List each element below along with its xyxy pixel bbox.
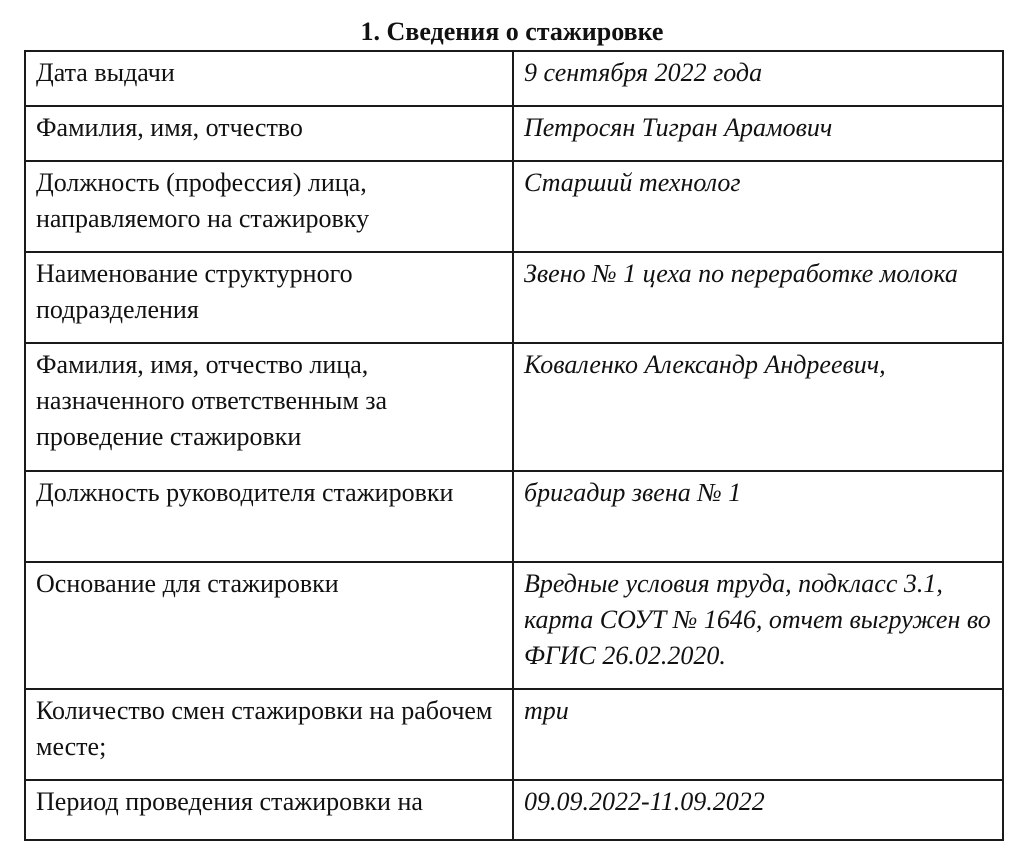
row-label: Фамилия, имя, отчество bbox=[25, 106, 513, 161]
row-value: Вредные условия труда, подкласс 3.1, карта СОУТ № 1646, отчет выгружен во ФГИС 26.02.2020. bbox=[513, 562, 1003, 689]
row-value: бригадир звена № 1 bbox=[513, 471, 1003, 562]
row-value: Звено № 1 цеха по переработке молока bbox=[513, 252, 1003, 343]
table-row bbox=[25, 51, 1003, 106]
row-value: три bbox=[513, 689, 1003, 780]
row-label: Должность руководителя стажировки bbox=[25, 471, 513, 562]
table-row bbox=[25, 562, 1003, 689]
row-value: 9 сентября 2022 года bbox=[513, 51, 1003, 106]
row-value: Старший технолог bbox=[513, 161, 1003, 252]
table-row bbox=[25, 252, 1003, 343]
row-label: Период проведения стажировки на bbox=[25, 780, 513, 840]
row-label: Наименование структурного подразделения bbox=[25, 252, 513, 343]
row-label: Фамилия, имя, отчество лица, назначенного ответственным за проведение стажировки bbox=[25, 343, 513, 471]
row-label: Основание для стажировки bbox=[25, 562, 513, 689]
row-value: Коваленко Александр Андреевич, bbox=[513, 343, 1003, 471]
table-row bbox=[25, 161, 1003, 252]
table-row bbox=[25, 689, 1003, 780]
document-title: 1. Сведения о стажировке bbox=[360, 17, 664, 46]
row-value: Петросян Тигран Арамович bbox=[513, 106, 1003, 161]
table-row bbox=[25, 471, 1003, 562]
internship-info-table bbox=[24, 50, 1004, 841]
table-row bbox=[25, 780, 1003, 840]
row-label: Должность (профессия) лица, направляемого на стажировку bbox=[25, 161, 513, 252]
row-label: Дата выдачи bbox=[25, 51, 513, 106]
table-row bbox=[25, 106, 1003, 161]
table-row bbox=[25, 343, 1003, 471]
row-value: 09.09.2022-11.09.2022 bbox=[513, 780, 1003, 840]
row-label: Количество смен стажировки на рабочем месте; bbox=[25, 689, 513, 780]
